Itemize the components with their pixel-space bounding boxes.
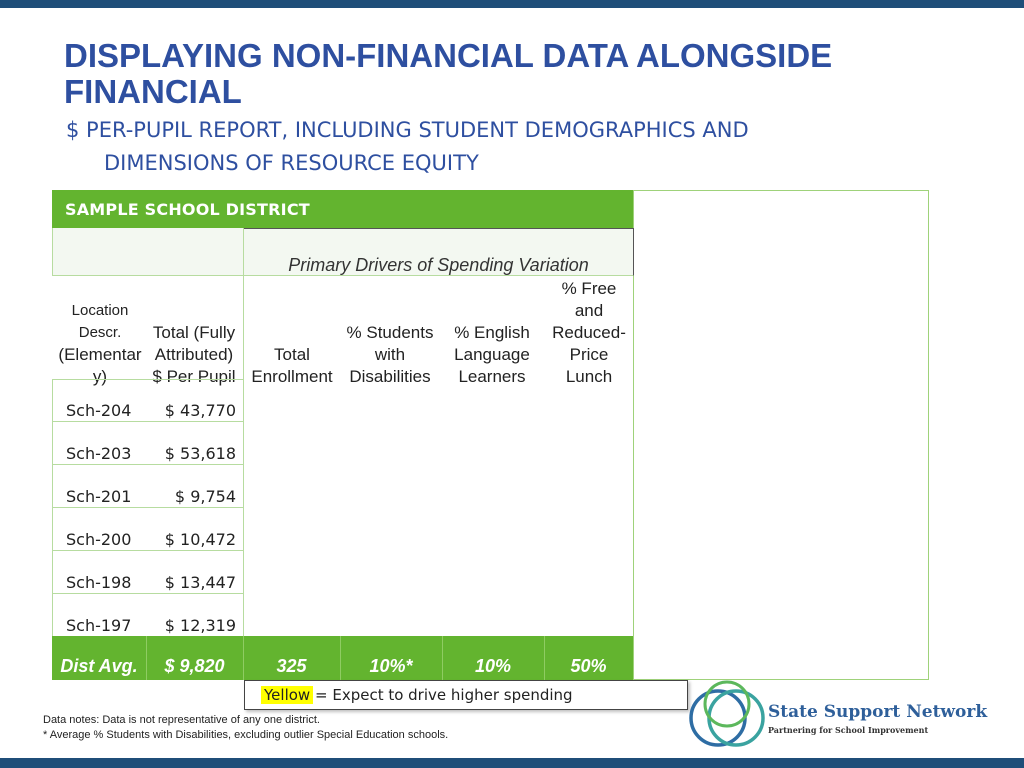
frl-column-header (542, 278, 636, 388)
average-enrollment: 325 (276, 656, 307, 676)
ell-column-header (442, 322, 542, 388)
school-name: Sch-201 (66, 487, 132, 506)
data-notes (43, 713, 448, 743)
school-name: Sch-203 (66, 444, 132, 463)
data-note-line: * Average % Students with Disabilities, excluding outlier Special Education schools. (43, 729, 449, 741)
frl-header-line: and (574, 301, 604, 320)
location-header-line: y) (92, 367, 108, 386)
district-name: SAMPLE SCHOOL DISTRICT (65, 200, 310, 219)
top-frame-bar (0, 0, 1024, 8)
per-pupil-value: $ 12,319 (164, 616, 236, 635)
average-frl: 50% (570, 656, 607, 676)
subtitle-line-1: $ PER-PUPIL REPORT, INCLUDING STUDENT DEMOGRAPHICS AND (66, 118, 749, 142)
slide-title: DISPLAYING NON-FINANCIAL DATA ALONGSIDE FINANCIAL (64, 37, 833, 110)
average-ell: 10% (474, 656, 512, 676)
average-label: Dist Avg. (60, 656, 138, 676)
average-per-pupil: $ 9,820 (164, 656, 225, 676)
per-pupil-header-line: Attributed) (154, 345, 234, 364)
data-note-line: Data notes: Data is not representative of any one district. (43, 714, 320, 726)
per-pupil-value: $ 9,754 (174, 487, 236, 506)
disabilities-header-line: Disabilities (349, 367, 431, 386)
per-pupil-value: $ 53,618 (164, 444, 236, 463)
per-pupil-value: $ 13,447 (164, 573, 236, 592)
location-column-header (52, 300, 148, 388)
enrollment-header-line: Enrollment (251, 367, 333, 386)
empty-right-panel (633, 190, 929, 680)
legend-box (244, 680, 688, 710)
frl-header-line: Price (569, 345, 609, 364)
disabilities-column-header (340, 322, 440, 388)
per-pupil-value: $ 43,770 (164, 401, 236, 420)
left-header-spacer (52, 228, 244, 276)
frl-header-line: % Free (561, 279, 617, 298)
frl-header-line: Reduced- (552, 323, 626, 342)
per-pupil-value: $ 10,472 (164, 530, 236, 549)
school-name: Sch-204 (66, 401, 132, 420)
disabilities-header-line: with (374, 345, 406, 364)
location-header-line: (Elementar (58, 345, 142, 364)
ell-header-line: Learners (458, 367, 526, 386)
school-name: Sch-197 (66, 616, 132, 635)
school-name: Sch-200 (66, 530, 132, 549)
bottom-frame-bar (0, 758, 1024, 768)
logo-tagline: Partnering for School Improvement (768, 725, 929, 735)
enrollment-column-header (244, 344, 340, 388)
frl-header-line: Lunch (565, 367, 613, 386)
drivers-header: Primary Drivers of Spending Variation (288, 255, 589, 275)
average-disabilities: 10%* (369, 656, 413, 676)
slide-subtitle (66, 114, 926, 180)
ell-header-line: Language (454, 345, 530, 364)
logo-name: State Support Network (768, 702, 988, 722)
yellow-swatch-label: Yellow (261, 686, 313, 704)
school-name: Sch-198 (66, 573, 132, 592)
location-header-line: Location (71, 302, 129, 319)
per-pupil-header-line: $ Per Pupil (152, 367, 236, 386)
per-pupil-header-line: Total (Fully (152, 323, 236, 342)
subtitle-line-2: DIMENSIONS OF RESOURCE EQUITY (104, 151, 479, 175)
location-header-line: Descr. (78, 324, 122, 341)
disabilities-header-line: % Students (346, 323, 434, 342)
ell-header-line: % English (454, 323, 530, 342)
legend-text: = Expect to drive higher spending (315, 686, 573, 704)
enrollment-header-line: Total (274, 345, 310, 364)
